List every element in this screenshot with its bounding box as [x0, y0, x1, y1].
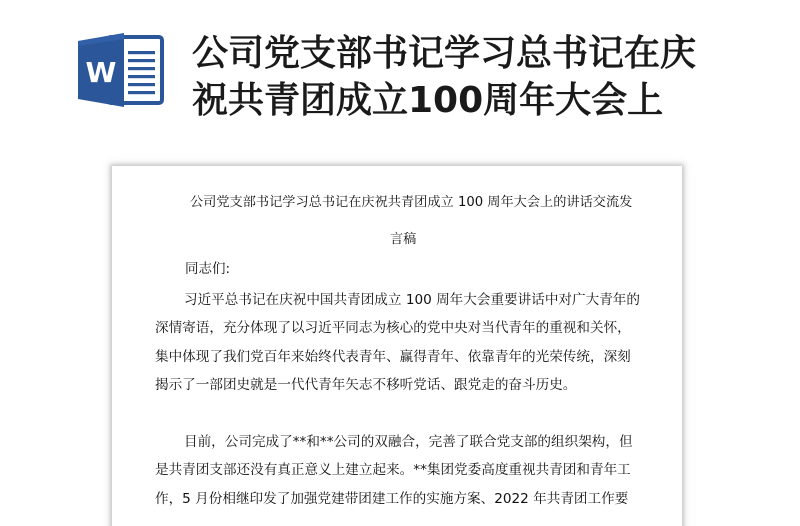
document-title [190, 184, 660, 258]
paragraph-line: 目前，公司完成了**和**公司的双融合，完善了联合党支部的组织架构，但 [184, 434, 633, 450]
document-title-line-2: 言稿 [390, 232, 417, 247]
paragraph-line: 揭示了一部团史就是一代代青年矢志不移听党话、跟党走的奋斗历史。 [155, 376, 577, 393]
word-icon-letter: W [85, 56, 117, 89]
paragraph-2 [155, 428, 650, 513]
document-title-line-1: 公司党支部书记学习总书记在庆祝共青团成立 100 周年大会上的讲话交流发 [190, 195, 633, 210]
paragraph-line: 作，5 月份相继印发了加强党建带团建工作的实施方案、2022 年共青团工作要 [155, 490, 629, 507]
paragraph-line: 集中体现了我们党百年来始终代表青年、赢得青年、依靠青年的光荣传统，深刻 [155, 348, 631, 365]
paragraph-1 [155, 286, 650, 399]
word-icon [78, 33, 164, 107]
paragraph-line: 深情寄语，充分体现了以习近平同志为核心的党中央对当代青年的重视和关怀， [155, 320, 631, 337]
paragraph-line: 习近平总书记在庆祝中国共青团成立 100 周年大会重要讲话中对广大青年的 [184, 292, 640, 308]
banner-title [192, 30, 772, 124]
banner-title-line-1: 公司党支部书记学习总书记在庆 [192, 33, 697, 74]
paragraph-line: 是共青团支部还没有真正意义上建立起来。**集团党委高度重视共青团和青年工 [155, 462, 631, 479]
salutation: 同志们: [185, 261, 231, 277]
document-page [112, 166, 682, 526]
banner-title-line-2: 祝共青团成立100周年大会上 [192, 80, 664, 121]
